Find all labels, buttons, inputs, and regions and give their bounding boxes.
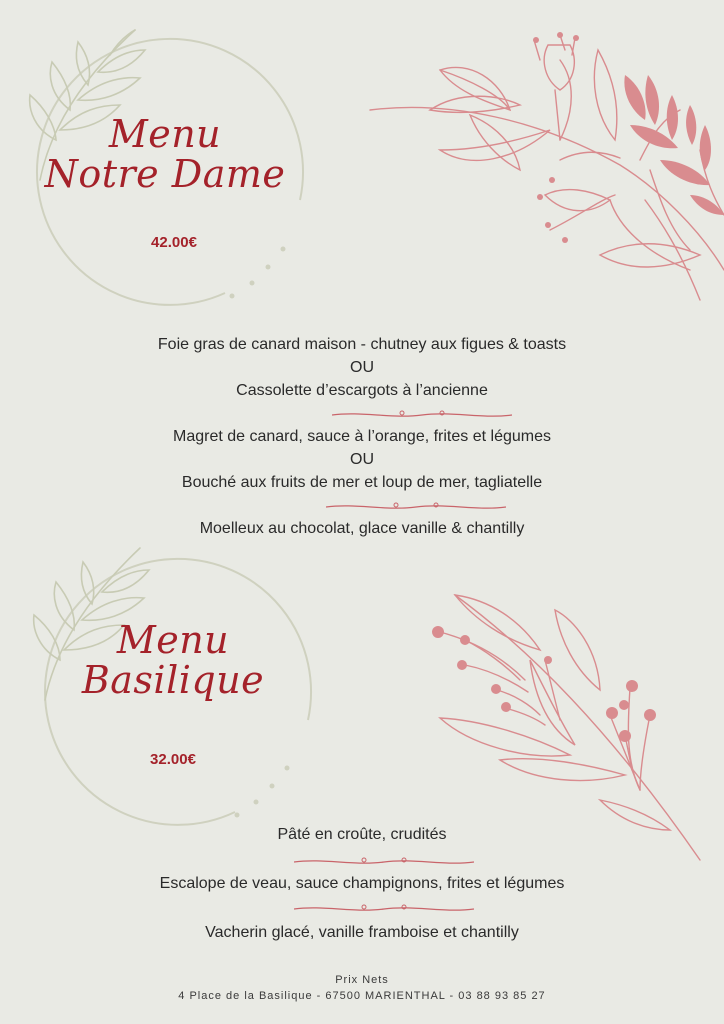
course-item: Moelleux au chocolat, glace vanille & chantilly [199,520,525,537]
footer-prices-note: Prix Nets [335,974,389,986]
course-item: Cassolette d’escargots à l’ancienne [236,382,488,399]
course-separator-ou: OU [350,451,374,468]
menu-price: 42.00€ [151,234,197,251]
divider-ornament-icon [294,856,474,868]
menu-title-notre-dame [20,112,310,196]
menu-price: 32.00€ [150,751,196,768]
footer-address: 4 Place de la Basilique - 67500 MARIENTHAL - 03 88 93 85 27 [178,990,546,1002]
menu-title-line2: Basilique [81,657,265,702]
divider-ornament-icon [294,903,474,915]
divider-ornament-icon [332,409,512,421]
course-separator-ou: OU [350,359,374,376]
divider-ornament-icon [326,501,506,513]
menu-title-line1: Menu [116,618,230,662]
menu-title-line1: Menu [108,112,222,156]
course-item: Pâté en croûte, crudités [277,826,447,843]
course-item: Vacherin glacé, vanille framboise et chantilly [205,924,519,941]
menu-title-line2: Notre Dame [44,151,286,196]
menu-title-basilique [28,618,318,702]
course-item: Escalope de veau, sauce champignons, frites et légumes [159,875,565,892]
course-item: Bouché aux fruits de mer et loup de mer, tagliatelle [181,474,543,491]
course-item: Foie gras de canard maison - chutney aux figues & toasts [157,336,567,353]
course-item: Magret de canard, sauce à l’orange, frites et légumes [173,428,551,445]
